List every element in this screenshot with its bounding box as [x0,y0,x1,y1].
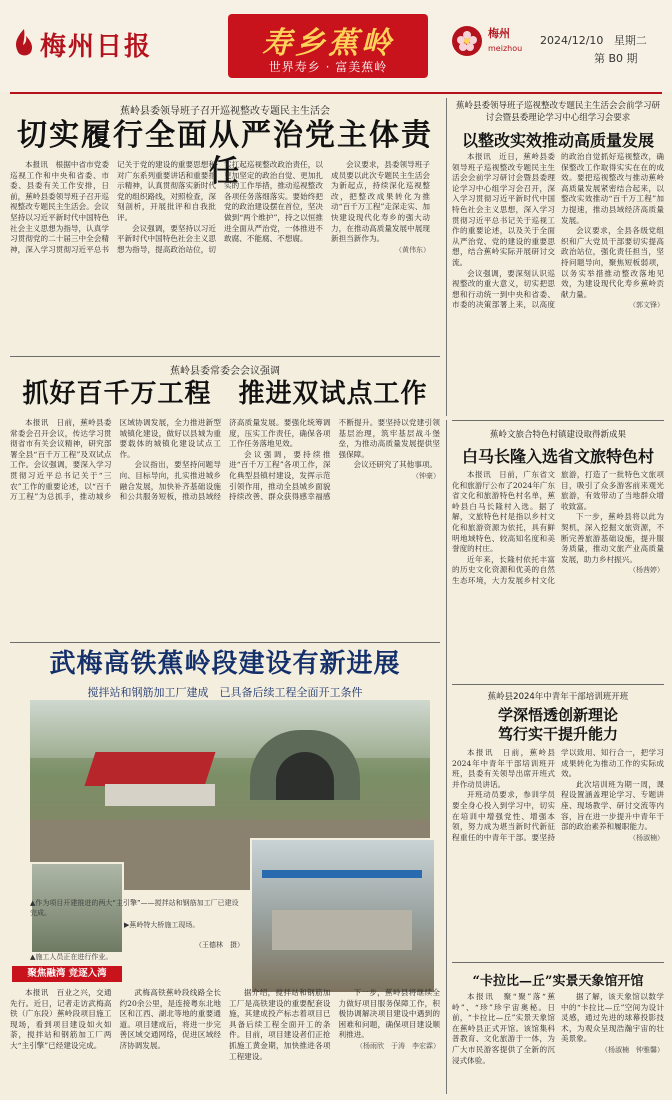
article2-headline: 以整改实效推动高质量发展 [461,131,654,150]
article6-paragraph: 此次培训班为期一周，课程设置涵盖理论学习、专题讲座、现场教学、研讨交流等内容，旨在进一步提升中青年干部的政治素养和履职能力。 [561,779,664,832]
red-roof-building [84,752,215,786]
article1-body [10,160,430,350]
photo-caption-2: ▶蕉岭特大桥施工现场。 [124,921,200,929]
flower-emblem-icon [452,26,482,56]
section-divider [452,684,664,685]
brand-line1: 梅州 [488,27,510,40]
photo-caption-3: ▲施工人员正在进行作业。 [30,953,113,961]
brand-label [488,26,522,56]
article6-byline: （杨淑楠） [629,833,664,842]
article3-byline: （钟豪） [412,471,440,480]
article6-kicker: 蕉岭县2024年中青年干部培训班开班 [487,692,629,702]
article5-paragraph: 下一步，蕉岭县将继续全力做好项目服务保障工作，积极协调解决项目建设中遇到的困难和问题，确保项目建设顺利推进。 [338,988,440,1040]
article7-paragraph: 据了解，该天象馆以数学中的“卡拉比—丘”空间为设计灵感，通过先进的球幕投影技术，为观众呈现浩瀚宇宙的壮美景象。 [561,992,664,1044]
masthead-divider [10,92,662,94]
article7-headline: “卡拉比—丘”实景天象馆开馆 [472,974,644,989]
flame-logo-icon [12,28,36,58]
article1-byline: （黄伟东） [395,245,430,254]
article5-paragraph: 本报讯 百业之兴，交通先行。近日，记者走访武梅高铁（广东段）蕉岭段项目施工现场，看到项目建设如火如荼，搅拌站和钢筋加工厂两大“主引擎”已经建设完成。 [10,988,112,1050]
warehouse [105,784,215,806]
article7-paragraph: 本报讯 聚“聚”落“蕉岭”、“珍”珍宇宙奥秘。日前，“卡拉比—丘”实景天象馆在蕉岭县正式开馆。该馆集科普教育、文化旅游于一体，为广大市民游客提供了全新的沉浸式体验。 [452,992,555,1065]
article5-subhead: 搅拌站和钢筋加工厂建成 已具备后续工程全面开工条件 [87,686,363,699]
photo-caption: ▲作为项目开建推进的两大“主引擎”——搅拌站和钢筋加工厂已建设完成。 [30,899,239,917]
article1-paragraph: 会议要求，县委领导班子成员要以此次专题民主生活会为新起点，持续深化巡视整改，把整改成果转化为推动“百千万工程”走深走实、加快建设现代化寿乡的强大动力，在推动高质量发展中展现新担当新作为。 [331,160,430,244]
article6-headline [452,706,664,744]
article4-kicker: 蕉岭文旅合特色村镇建设取得新成果 [489,430,626,440]
article2-kicker: 蕉岭县委领导班子巡视整改专题民主生活会会前学习研讨会暨县委理论学习中心组学习会要求 [455,101,660,123]
section-divider [452,962,664,963]
article7-body [452,992,664,1094]
banner-title: 寿乡蕉岭 [262,26,394,61]
article2-body [452,152,664,414]
article2-paragraph: 会议要求，全县各级党组织和广大党员干部要切实提高政治站位，强化责任担当，坚持问题导向，聚焦短板弱项，以务实举措推动整改落地见效，为建设现代化寿乡蕉岭贡献力量。 [561,226,664,299]
brand-line2: meizhou [488,44,523,53]
article4-paragraph: 下一步，蕉岭县将以此为契机，深入挖掘文旅资源，不断完善旅游基础设施，提升服务质量，推动文旅产业高质量发展，助力乡村振兴。 [561,512,664,564]
article5-headline: 武梅高铁蕉岭段建设有新进展 [49,649,401,679]
article5-byline: （杨雨欣 于涛 李宏霖） [356,1041,440,1050]
article5-subhead2: 聚焦融湾 竞逐入湾 [27,968,107,979]
article4-paragraph: 本报讯 日前，广东省文化和旅游厅公布了2024年广东省文化和旅游特色村名单，蕉岭县白马长隆村入选。据了解，文旅特色村是指以乡村文化和旅游资源为依托，具有鲜明地域特色、较高知名度和美誉度的村庄。 [452,470,555,554]
article4-headline: 白马长隆入选省文旅特色村 [461,447,654,466]
column-divider [446,420,447,1094]
article2-byline: （郭文锋） [629,301,664,310]
article4-paragraph: 近年来，长隆村依托丰富的历史文化资源和优美的自然生态环境，大力发展乡村文化旅游，打造了一批特色文旅项目，吸引了众多游客前来观光旅游，有效带动了当地群众增收致富。 [452,470,664,585]
steel-yard-photo [250,838,436,994]
article3-body [10,418,440,636]
article3-headline: 抓好百千万工程 推进双试点工作 [22,379,428,409]
section-divider [10,356,440,357]
article6-paragraph: 本报讯 日前，蕉岭县2024年中青年干部培训班开班，县委有关领导出席开班式并作动员讲话。 [452,748,555,789]
subhead-badge [12,966,122,982]
date: 2024/12/10 [540,34,604,47]
article6-headline-line2: 笃行实干提升能力 [497,725,618,743]
publication-date [540,32,647,48]
article2-paragraph: 本报讯 近日，蕉岭县委领导班子巡视整改专题民主生活会会前学习研讨会暨县委理论学习中心组学习会召开，深入学习贯彻习近平新时代中国特色社会主义思想，深入学习贯彻习近平总书记关于巡视工作的重要论述，以及关于全面从严治党、党的建设的重要思想，结合蕉岭实际开展研讨交流。 [452,152,555,267]
photo-credit: （王德林 摄） [195,941,244,949]
hillside [30,700,430,758]
page-label: 第 B0 期 [594,52,638,65]
article3-paragraph: 本报讯 日前，蕉岭县委常委会召开会议，传达学习贯彻省市有关会议精神，研究部署全县“百千万工程”及双试点工作。会议强调，要深入学习贯彻习近平总书记关于“三农”工作的重要论述，以“百千万工程”为总抓手，推动城乡区域协调发展，全力推进新型城镇化建设，做好以县城为重要载体的城镇化建设试点工作。 [10,418,221,502]
article7-byline: （杨淑楠 钟雅馨） [601,1045,664,1054]
article3-paragraph: 会议指出，要坚持问题导向、目标导向，扎实推进城乡融合发展，加快补齐基础设施和公共服务短板，推动县域经济高质量发展。要强化统筹调度，压实工作责任，确保各项工作任务落地见效。 [119,418,331,502]
column-divider [446,98,447,416]
article1-headline: 切实履行全面从严治党主体责任 [17,118,433,189]
column-banner [228,14,428,78]
weekday: 星期二 [613,34,647,47]
article5-paragraph: 据介绍，搅拌站和钢筋加工厂是高铁建设的重要配套设施，其建成投产标志着项目已具备后续工程全面开工的条件。目前，项目建设者们正抢抓施工黄金期，加快推进各项工程建设。 [229,988,331,1061]
article6-headline-line1: 学深悟透创新理论 [497,706,618,724]
article3-paragraph: 会议强调，要持续推进“百千万工程”各项工作，深化典型县镇村建设，发挥示范引领作用，推动全县城乡面貌持续改善、群众获得感幸福感不断提升。要坚持以党建引领基层治理，筑牢基层战斗堡垒，为推动高质量发展提供坚强保障。 [229,418,440,502]
article1-paragraph: 会议强调，要坚持以习近平新时代中国特色社会主义思想为指导，提高政治站位，切实扛起巡视整改政治责任，以更加坚定的政治自觉、更加扎实的工作举措，推动巡视整改各项任务落细落实。要始终把党的政治建设摆在首位，坚决做到“两个维护”，持之以恒推进全面从严治党，一体推进不敢腐、不能腐、不想腐。 [117,160,323,254]
masthead [0,0,672,92]
article5-paragraph: 武梅高铁蕉岭段线路全长约20余公里，是连接粤东北地区和江西、湖北等地的重要通道。项目建成后，将进一步完善区域交通网络，促进区域经济协调发展。 [119,988,221,1050]
paper-name: 梅州日报 [40,32,153,62]
article3-paragraph: 会议还研究了其他事项。 [353,460,438,470]
banner-slogan: 世界寿乡 · 富美蕉岭 [268,60,388,74]
article4-body [452,470,664,678]
article1-kicker: 蕉岭县委领导班子召开巡视整改专题民主生活会 [120,106,330,117]
article2-paragraph: 会议强调，要深刻认识巡视整改的重大意义，切实把思想和行动统一到中央和省委、市委的决策部署上来，以高度的政治自觉抓好巡视整改，确保整改工作取得实实在在的成效。要把巡视整改与推动蕉岭高质量发展紧密结合起来，以整改实效推动“百千万工程”加力提速，推动县域经济高质量发展。 [452,152,664,310]
section-divider [452,420,664,421]
article1-paragraph: 本报讯 根据中省市党委巡视工作和中央和省委、市委、县委有关工作安排，日前，蕉岭县委领导班子召开巡视整改专题民主生活会。会议坚持以习近平新时代中国特色社会主义思想为指导，认真学习贯彻党的二十届三中全会精神，深入学习贯彻习近平总书记关于党的建设的重要思想和对广东系列重要讲话和重要指示精神，认真贯彻落实新时代党的组织路线，对照检查，深刻剖析，开展批评和自我批评。 [10,160,216,254]
article4-byline: （杨茜婷） [629,566,664,575]
article5-body [10,988,440,1094]
section-divider [10,642,440,643]
crane-beam [262,870,422,878]
article6-body [452,748,664,956]
article6-paragraph: 开班动员要求，参训学员要全身心投入到学习中，切实在培训中增强党性、增强本领，努力成为堪当新时代新征程重任的中青年干部。要坚持学以致用、知行合一，把学习成果转化为推动工作的实际成效。 [452,748,664,842]
article3-kicker: 蕉岭县委常委会会议强调 [170,366,280,377]
rebar-stack [272,910,412,950]
